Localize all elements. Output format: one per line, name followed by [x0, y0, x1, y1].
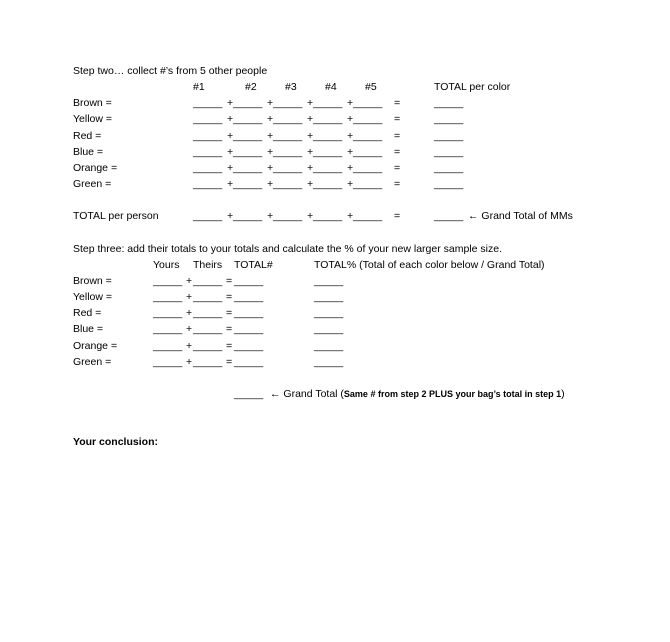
step2-person-blank-5: _____: [353, 210, 383, 222]
step2-row-2-plus-2: +: [267, 113, 274, 125]
step2-row-3-plus-4: +: [347, 130, 354, 142]
step3-row-6-equals: =: [226, 356, 233, 368]
step3-grand-total-close: ): [561, 388, 565, 400]
step3-row-6-yours-blank: _____: [153, 356, 183, 368]
step2-row-2-blank-4: _____: [313, 113, 343, 125]
step2-row-4-blank-4: _____: [313, 146, 343, 158]
step2-col-header-2: #2: [245, 81, 257, 93]
step2-row-5-blank-2: _____: [233, 162, 263, 174]
step2-row-4-blank-1: _____: [193, 146, 223, 158]
step2-row-1-blank-3: _____: [273, 97, 303, 109]
step2-row-3-plus-3: +: [307, 130, 314, 142]
step2-total-per-person-label: TOTAL per person: [73, 210, 159, 222]
step3-col-total-num: TOTAL#: [234, 259, 273, 271]
step2-row-6-equals: =: [394, 178, 401, 190]
step3-row-3-equals: =: [226, 307, 233, 319]
step2-row-1-blank-5: _____: [353, 97, 383, 109]
step3-row-4-total-pct-blank: _____: [314, 323, 344, 335]
step2-color-label: Brown =: [73, 97, 112, 109]
step2-row-4-total-blank: _____: [434, 146, 464, 158]
step2-row-1-plus-1: +: [227, 97, 234, 109]
step2-row-1-plus-4: +: [347, 97, 354, 109]
step2-col-header-3: #3: [285, 81, 297, 93]
step2-row-4-blank-5: _____: [353, 146, 383, 158]
step3-row-5-total-pct-blank: _____: [314, 340, 344, 352]
step3-row-4-total-num-blank: _____: [234, 323, 264, 335]
step2-row-4-plus-4: +: [347, 146, 354, 158]
step2-row-1-total-blank: _____: [434, 97, 464, 109]
step2-row-5-plus-3: +: [307, 162, 314, 174]
step2-color-label: Green =: [73, 178, 112, 190]
step3-row-5-plus: +: [186, 340, 193, 352]
step2-row-4-equals: =: [394, 146, 401, 158]
step3-color-label: Red =: [73, 307, 102, 319]
step3-row-5-yours-blank: _____: [153, 340, 183, 352]
step2-row-6-blank-2: _____: [233, 178, 263, 190]
step3-row-1-equals: =: [226, 275, 233, 287]
step3-row-6-total-num-blank: _____: [234, 356, 264, 368]
step2-row-3-blank-5: _____: [353, 130, 383, 142]
step3-color-label: Yellow =: [73, 291, 113, 303]
step2-row-4-plus-2: +: [267, 146, 274, 158]
step2-person-blank-4: _____: [313, 210, 343, 222]
step3-row-1-plus: +: [186, 275, 193, 287]
step3-row-3-theirs-blank: _____: [193, 307, 223, 319]
step3-grand-total-label: ← Grand Total (: [270, 388, 344, 400]
step3-row-1-theirs-blank: _____: [193, 275, 223, 287]
step2-person-blank-1: _____: [193, 210, 223, 222]
step2-total-header: TOTAL per color: [434, 81, 511, 93]
step2-row-2-blank-5: _____: [353, 113, 383, 125]
step3-row-3-total-pct-blank: _____: [314, 307, 344, 319]
step2-row-6-blank-4: _____: [313, 178, 343, 190]
step2-row-6-blank-1: _____: [193, 178, 223, 190]
step3-row-3-yours-blank: _____: [153, 307, 183, 319]
step3-col-total-pct: TOTAL% (Total of each color below / Grand Total): [314, 259, 545, 271]
step3-grand-total-blank: _____: [234, 388, 264, 400]
step2-row-2-plus-4: +: [347, 113, 354, 125]
step2-row-5-blank-1: _____: [193, 162, 223, 174]
step2-color-label: Red =: [73, 130, 102, 142]
step2-row-2-blank-1: _____: [193, 113, 223, 125]
step3-row-2-yours-blank: _____: [153, 291, 183, 303]
step3-row-4-theirs-blank: _____: [193, 323, 223, 335]
step3-row-2-equals: =: [226, 291, 233, 303]
step2-color-label: Orange =: [73, 162, 118, 174]
step2-color-label: Yellow =: [73, 113, 113, 125]
step2-person-plus-3: +: [307, 210, 314, 222]
conclusion-label: Your conclusion:: [73, 436, 158, 448]
step3-row-6-theirs-blank: _____: [193, 356, 223, 368]
step2-col-header-1: #1: [193, 81, 205, 93]
step3-row-2-total-pct-blank: _____: [314, 291, 344, 303]
step2-row-2-plus-1: +: [227, 113, 234, 125]
step2-row-3-total-blank: _____: [434, 130, 464, 142]
step2-row-3-blank-3: _____: [273, 130, 303, 142]
step2-row-5-plus-4: +: [347, 162, 354, 174]
step2-row-6-plus-1: +: [227, 178, 234, 190]
step3-row-3-plus: +: [186, 307, 193, 319]
step3-title: Step three: add their totals to your totals and calculate the % of your new larger sample size.: [73, 243, 502, 255]
step2-col-header-5: #5: [365, 81, 377, 93]
step2-row-1-plus-2: +: [267, 97, 274, 109]
step2-row-6-blank-5: _____: [353, 178, 383, 190]
step2-row-3-blank-2: _____: [233, 130, 263, 142]
step2-row-3-equals: =: [394, 130, 401, 142]
step3-row-4-yours-blank: _____: [153, 323, 183, 335]
grand-total-mms-label: ← Grand Total of MMs: [468, 210, 573, 222]
step3-color-label: Orange =: [73, 340, 118, 352]
step2-row-4-plus-3: +: [307, 146, 314, 158]
step3-row-2-total-num-blank: _____: [234, 291, 264, 303]
step2-row-5-plus-1: +: [227, 162, 234, 174]
step2-row-5-total-blank: _____: [434, 162, 464, 174]
step3-row-5-theirs-blank: _____: [193, 340, 223, 352]
step3-color-label: Brown =: [73, 275, 112, 287]
step2-row-1-blank-1: _____: [193, 97, 223, 109]
step3-row-1-total-pct-blank: _____: [314, 275, 344, 287]
step2-row-2-total-blank: _____: [434, 113, 464, 125]
step2-row-3-blank-1: _____: [193, 130, 223, 142]
step3-row-6-total-pct-blank: _____: [314, 356, 344, 368]
step3-grand-total-note: Same # from step 2 PLUS your bag’s total in step 1: [343, 389, 562, 399]
step2-row-6-plus-2: +: [267, 178, 274, 190]
step3-col-yours: Yours: [153, 259, 180, 271]
step2-row-1-blank-2: _____: [233, 97, 263, 109]
step2-row-5-blank-5: _____: [353, 162, 383, 174]
step3-row-6-plus: +: [186, 356, 193, 368]
step3-row-2-plus: +: [186, 291, 193, 303]
step2-person-blank-3: _____: [273, 210, 303, 222]
step2-row-2-blank-2: _____: [233, 113, 263, 125]
step2-row-6-plus-3: +: [307, 178, 314, 190]
step2-row-6-total-blank: _____: [434, 178, 464, 190]
step2-row-1-blank-4: _____: [313, 97, 343, 109]
step2-row-3-plus-1: +: [227, 130, 234, 142]
step2-person-equals: =: [394, 210, 401, 222]
step2-row-5-equals: =: [394, 162, 401, 174]
step2-row-4-blank-3: _____: [273, 146, 303, 158]
step2-person-blank-2: _____: [233, 210, 263, 222]
step3-row-4-plus: +: [186, 323, 193, 335]
step2-title: Step two… collect #’s from 5 other people: [73, 65, 268, 77]
step3-col-theirs: Theirs: [193, 259, 223, 271]
step2-row-5-blank-4: _____: [313, 162, 343, 174]
step3-row-5-equals: =: [226, 340, 233, 352]
step2-row-2-equals: =: [394, 113, 401, 125]
step3-row-3-total-num-blank: _____: [234, 307, 264, 319]
step2-row-5-plus-2: +: [267, 162, 274, 174]
step3-color-label: Blue =: [73, 323, 104, 335]
step3-row-1-yours-blank: _____: [153, 275, 183, 287]
step2-row-6-blank-3: _____: [273, 178, 303, 190]
step2-person-plus-2: +: [267, 210, 274, 222]
step2-col-header-4: #4: [325, 81, 337, 93]
step3-row-1-total-num-blank: _____: [234, 275, 264, 287]
step2-color-label: Blue =: [73, 146, 104, 158]
step2-row-2-plus-3: +: [307, 113, 314, 125]
step2-row-3-plus-2: +: [267, 130, 274, 142]
step3-color-label: Green =: [73, 356, 112, 368]
step3-grand-total-line: [270, 388, 565, 401]
step2-row-2-blank-3: _____: [273, 113, 303, 125]
step2-row-6-plus-4: +: [347, 178, 354, 190]
step2-row-3-blank-4: _____: [313, 130, 343, 142]
step2-row-1-equals: =: [394, 97, 401, 109]
step2-row-5-blank-3: _____: [273, 162, 303, 174]
step3-row-2-theirs-blank: _____: [193, 291, 223, 303]
step2-person-plus-4: +: [347, 210, 354, 222]
step2-row-1-plus-3: +: [307, 97, 314, 109]
step3-row-4-equals: =: [226, 323, 233, 335]
step2-person-plus-1: +: [227, 210, 234, 222]
step2-row-4-blank-2: _____: [233, 146, 263, 158]
step3-row-5-total-num-blank: _____: [234, 340, 264, 352]
step2-person-total-blank: _____: [434, 210, 464, 222]
step2-row-4-plus-1: +: [227, 146, 234, 158]
